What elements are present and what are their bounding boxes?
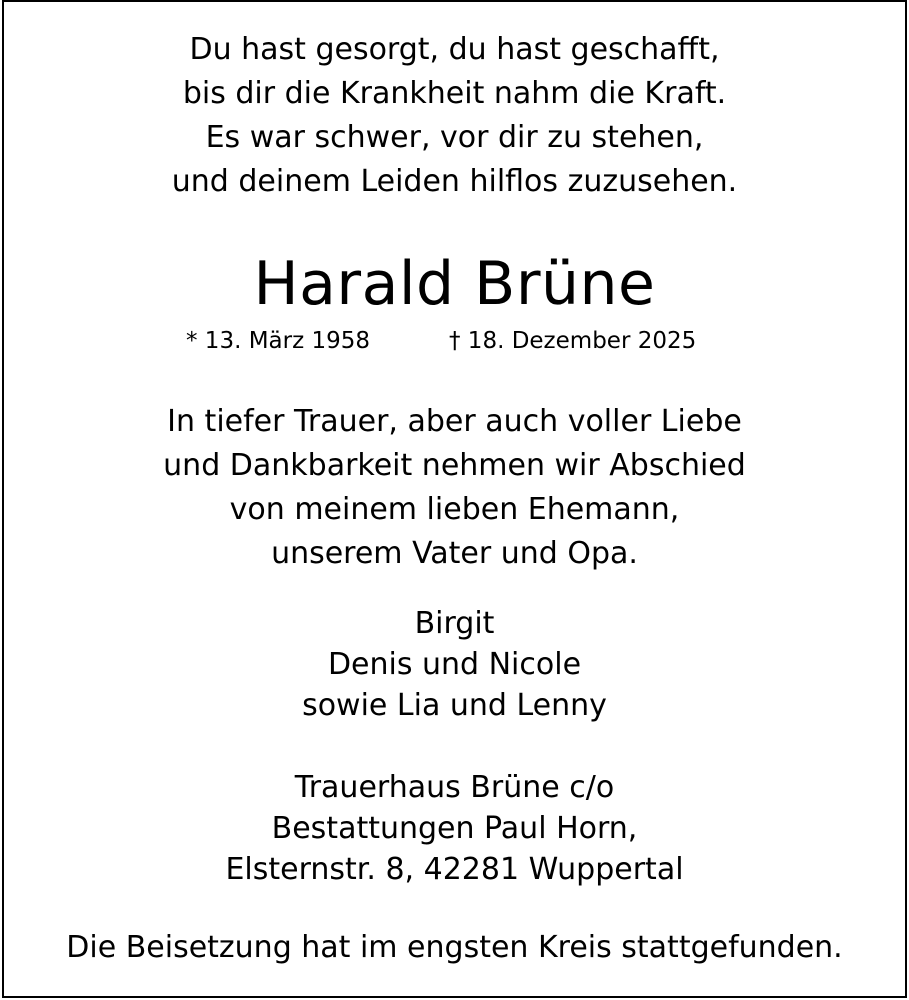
address-line: Elsternstr. 8, 42281 Wuppertal bbox=[225, 852, 684, 887]
message-line: unserem Vater und Opa. bbox=[271, 536, 638, 571]
address-line: Bestattungen Paul Horn, bbox=[271, 811, 638, 846]
message-line: und Dankbarkeit nehmen wir Abschied bbox=[163, 448, 746, 483]
family-member: Denis und Nicole bbox=[327, 647, 582, 682]
death-date: † 18. Dezember 2025 bbox=[449, 328, 697, 354]
mourning-address bbox=[0, 767, 909, 890]
deceased-name: Harald Brüne bbox=[253, 249, 656, 319]
poem-line: Es war schwer, vor dir zu stehen, bbox=[205, 120, 704, 155]
poem-line: Du hast gesorgt, du hast geschafft, bbox=[189, 32, 720, 67]
poem-line: und deinem Leiden hilflos zuzusehen. bbox=[171, 164, 738, 199]
address-line: Trauerhaus Brüne c/o bbox=[294, 770, 615, 805]
mourning-message bbox=[0, 400, 909, 576]
message-line: von meinem lieben Ehemann, bbox=[229, 492, 680, 527]
poem-line: bis dir die Krankheit nahm die Kraft. bbox=[182, 76, 727, 111]
family-signatures bbox=[0, 603, 909, 726]
birth-date: * 13. März 1958 bbox=[186, 328, 371, 354]
message-line: In tiefer Trauer, aber auch voller Liebe bbox=[167, 404, 742, 439]
family-member: sowie Lia und Lenny bbox=[302, 688, 607, 723]
family-member: Birgit bbox=[414, 606, 495, 641]
poem bbox=[0, 28, 909, 204]
burial-note: Die Beisetzung hat im engsten Kreis stattgefunden. bbox=[66, 930, 843, 965]
